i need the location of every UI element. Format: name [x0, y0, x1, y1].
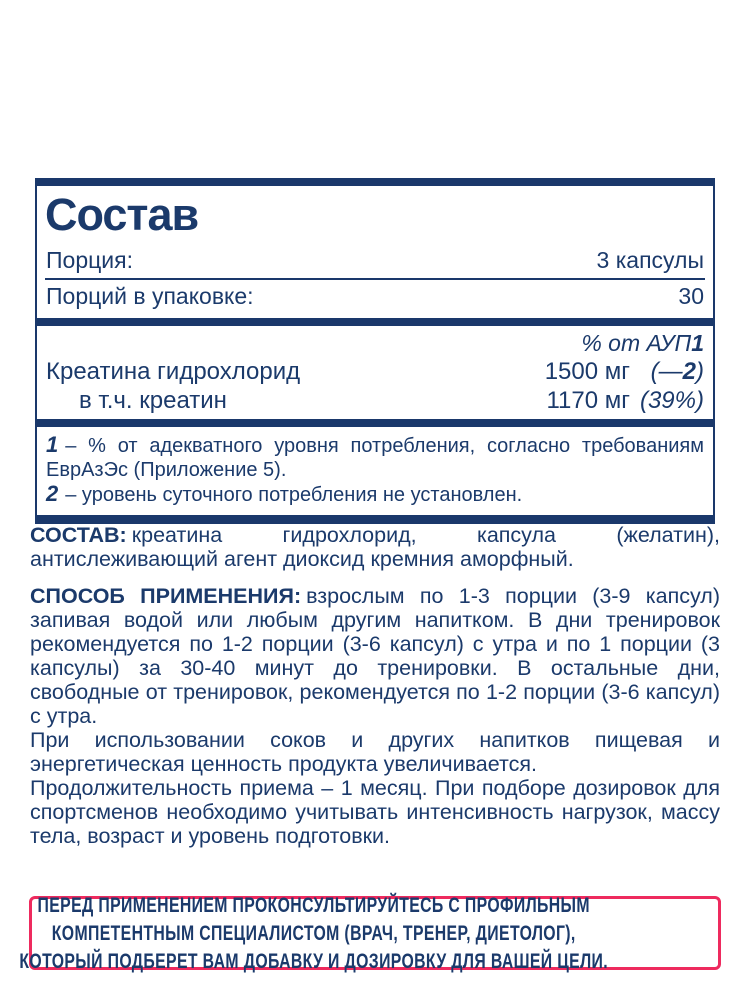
usage-paragraph: [30, 584, 720, 728]
footnote-2: [46, 482, 704, 507]
servings-per-pack-value: 30: [678, 282, 704, 309]
aup-open: (—: [650, 357, 683, 385]
nutrient-amount: 1500 мг: [544, 357, 630, 385]
facts-title: Состав: [45, 189, 199, 240]
serving-size-label: Порция:: [46, 246, 133, 273]
footnote-number: 1: [46, 431, 59, 457]
facts-section-bar: [37, 419, 713, 427]
facts-section-bar: [37, 318, 713, 326]
nutrient-aup-value: [638, 358, 704, 386]
nutrient-aup-value: (39%): [639, 386, 704, 414]
nutrient-row-creatine-hcl: [37, 357, 713, 386]
servings-per-pack-row: [37, 280, 713, 314]
supplement-facts-box: [35, 178, 715, 524]
footnote-text: – % от адекватного уровня потребления, согласно требованиям ЕврАзЭс (Приложение 5).: [46, 434, 704, 481]
aup-column-header: [37, 326, 713, 357]
nutrient-row-creatine: [37, 386, 713, 415]
consult-specialist-warning-box: [18, 893, 721, 973]
label-text-content: [30, 523, 720, 848]
aup-close: ): [696, 357, 704, 385]
footnote-1: [46, 433, 704, 482]
duration-note-paragraph: Продолжительность приема – 1 месяц. При подборе дозировок для спортсменов необходимо учитывать интенсивность нагрузок, массу тела, возраст и уровень подготовки.: [30, 776, 720, 848]
footnote-text: – уровень суточного потребления не установлен.: [65, 483, 523, 506]
nutrient-name: в т.ч. креатин: [79, 386, 227, 414]
composition-text: креатина гидрохлорид, капсула (желатин), антислеживающий агент диоксид кремния аморфный.: [30, 523, 720, 571]
aup-footnote-ref: 2: [682, 357, 696, 385]
footnote-number: 2: [46, 480, 59, 506]
usage-label: СПОСОБ ПРИМЕНЕНИЯ:: [30, 584, 302, 608]
footnotes-block: [37, 427, 713, 515]
nutrient-amount: 1170 мг: [546, 386, 630, 414]
aup-header-footnote-ref: 1: [691, 329, 704, 356]
facts-top-bar: [37, 178, 713, 186]
serving-size-row: [37, 244, 713, 278]
aup-header-text: % от АУП: [581, 329, 692, 356]
consult-specialist-warning-text: ПЕРЕД ПРИМЕНЕНИЕМ ПРОКОНСУЛЬТИРУЙТЕСЬ С ПРОФИЛЬНЫМ КОМПЕТЕНТНЫМ СПЕЦИАЛИСТОМ (ВРАЧ, ТРЕНЕР, ДИЕТОЛОГ), КОТОРЫЙ ПОДБЕРЕТ ВАМ ДОБАВКУ И ДОЗИРОВКУ ДЛЯ ВАШЕЙ ЦЕЛИ.: [18, 893, 608, 973]
juice-note-paragraph: При использовании соков и других напитков пищевая и энергетическая ценность продукта увеличивается.: [30, 728, 720, 776]
composition-paragraph: [30, 523, 720, 571]
servings-per-pack-label: Порций в упаковке:: [46, 282, 254, 309]
composition-label: СОСТАВ:: [30, 523, 127, 547]
nutrient-name: Креатина гидрохлорид: [46, 357, 301, 385]
usage-text: взрослым по 1-3 порции (3-9 капсул) запивая водой или любым другим напитком. В дни тренировок рекомендуется по 1-2 порции (3-6 капсул) с утра и по 1 порции (3 капсулы) за 30-40 минут до тренировки. В остальные дни, свободные от тренировок, рекомендуется по 1-2 порции (3-6 капсул) с утра.: [30, 584, 720, 728]
serving-size-value: 3 капсулы: [596, 246, 704, 273]
